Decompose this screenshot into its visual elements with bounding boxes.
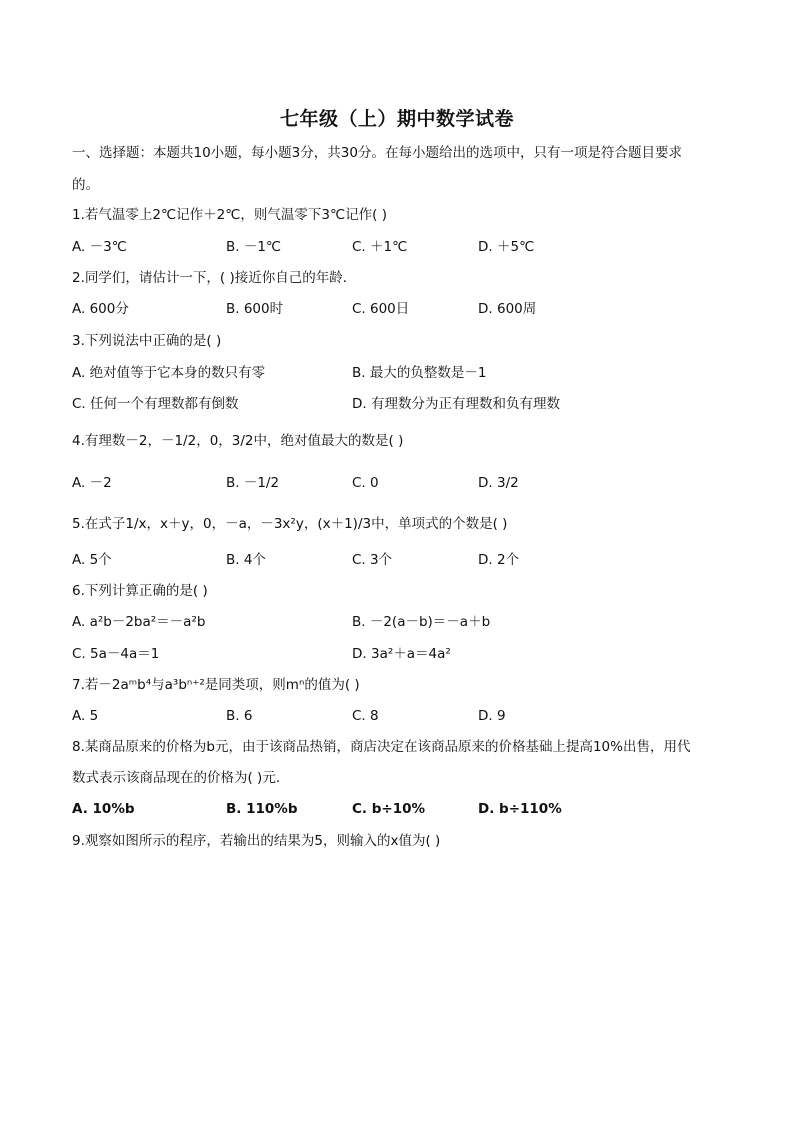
- question-7-option-b: B. 6: [226, 708, 253, 724]
- question-6-option-d: D. 3a²＋a＝4a²: [352, 646, 451, 662]
- question-5-option-b: B. 4个: [226, 552, 266, 568]
- question-7-option-d: D. 9: [478, 708, 506, 724]
- question-4-option-c: C. 0: [352, 475, 379, 491]
- section-instruction-line1: 一、选择题：本题共10小题，每小题3分，共30分。在每小题给出的选项中，只有一项是符合题目要求: [72, 145, 682, 161]
- question-2-option-c: C. 600日: [352, 301, 410, 317]
- question-4-option-b: B. －1/2: [226, 475, 280, 491]
- question-2-option-b: B. 600时: [226, 301, 284, 317]
- question-2-option-a: A. 600分: [72, 301, 129, 317]
- question-6-option-c: C. 5a－4a＝1: [72, 646, 160, 662]
- question-1-option-a: A. －3℃: [72, 239, 127, 255]
- question-7-option-a: A. 5: [72, 708, 99, 724]
- question-8-stem: 8.某商品原来的价格为b元，由于该商品热销，商店决定在该商品原来的价格基础上提高10%出售，用代: [72, 739, 691, 755]
- question-3-option-b: B. 最大的负整数是－1: [352, 365, 487, 381]
- question-3-option-c: C. 任何一个有理数都有倒数: [72, 396, 239, 412]
- question-2-stem: 2.同学们，请估计一下，( )接近你自己的年龄．: [72, 270, 357, 286]
- question-4-option-d: D. 3/2: [478, 475, 519, 491]
- question-1-option-b: B. －1℃: [226, 239, 282, 255]
- question-3-stem: 3.下列说法中正确的是( ): [72, 333, 222, 349]
- question-8-option-b: B. 110%b: [226, 801, 298, 817]
- question-1-stem: 1.若气温零上2℃记作＋2℃，则气温零下3℃记作( ): [72, 207, 387, 223]
- question-8-option-d: D. b÷110%: [478, 801, 562, 817]
- question-5-stem: 5.在式子1/x，x＋y，0，－a，－3x²y，(x＋1)/3中，单项式的个数是( ): [72, 516, 508, 532]
- question-7-stem: 7.若－2aᵐb⁴与a³bⁿ⁺²是同类项，则mⁿ的值为( ): [72, 677, 360, 693]
- page-title: 七年级（上）期中数学试卷: [279, 108, 514, 130]
- question-8-option-a: A. 10%b: [72, 801, 135, 817]
- question-8-option-c: C. b÷10%: [352, 801, 426, 817]
- question-8-stem-line2: 数式表示该商品现在的价格为( )元.: [72, 770, 281, 786]
- question-2-option-d: D. 600周: [478, 301, 537, 317]
- question-7-option-c: C. 8: [352, 708, 379, 724]
- question-6-stem: 6.下列计算正确的是( ): [72, 583, 208, 599]
- question-6-option-a: A. a²b－2ba²＝－a²b: [72, 614, 206, 630]
- question-1-option-d: D. ＋5℃: [478, 239, 535, 255]
- question-5-option-c: C. 3个: [352, 552, 393, 568]
- section-instruction-line2: 的。: [72, 177, 99, 193]
- question-4-stem: 4.有理数－2，－1/2，0，3/2中，绝对值最大的数是( ): [72, 433, 404, 449]
- question-1-option-c: C. ＋1℃: [352, 239, 408, 255]
- question-5-option-d: D. 2个: [478, 552, 520, 568]
- question-3-option-d: D. 有理数分为正有理数和负有理数: [352, 396, 560, 412]
- question-6-option-b: B. －2(a－b)＝－a＋b: [352, 614, 491, 630]
- question-4-option-a: A. －2: [72, 475, 112, 491]
- question-9-stem: 9.观察如图所示的程序，若输出的结果为5，则输入的x值为( ): [72, 833, 441, 849]
- question-5-option-a: A. 5个: [72, 552, 112, 568]
- question-3-option-a: A. 绝对值等于它本身的数只有零: [72, 365, 266, 381]
